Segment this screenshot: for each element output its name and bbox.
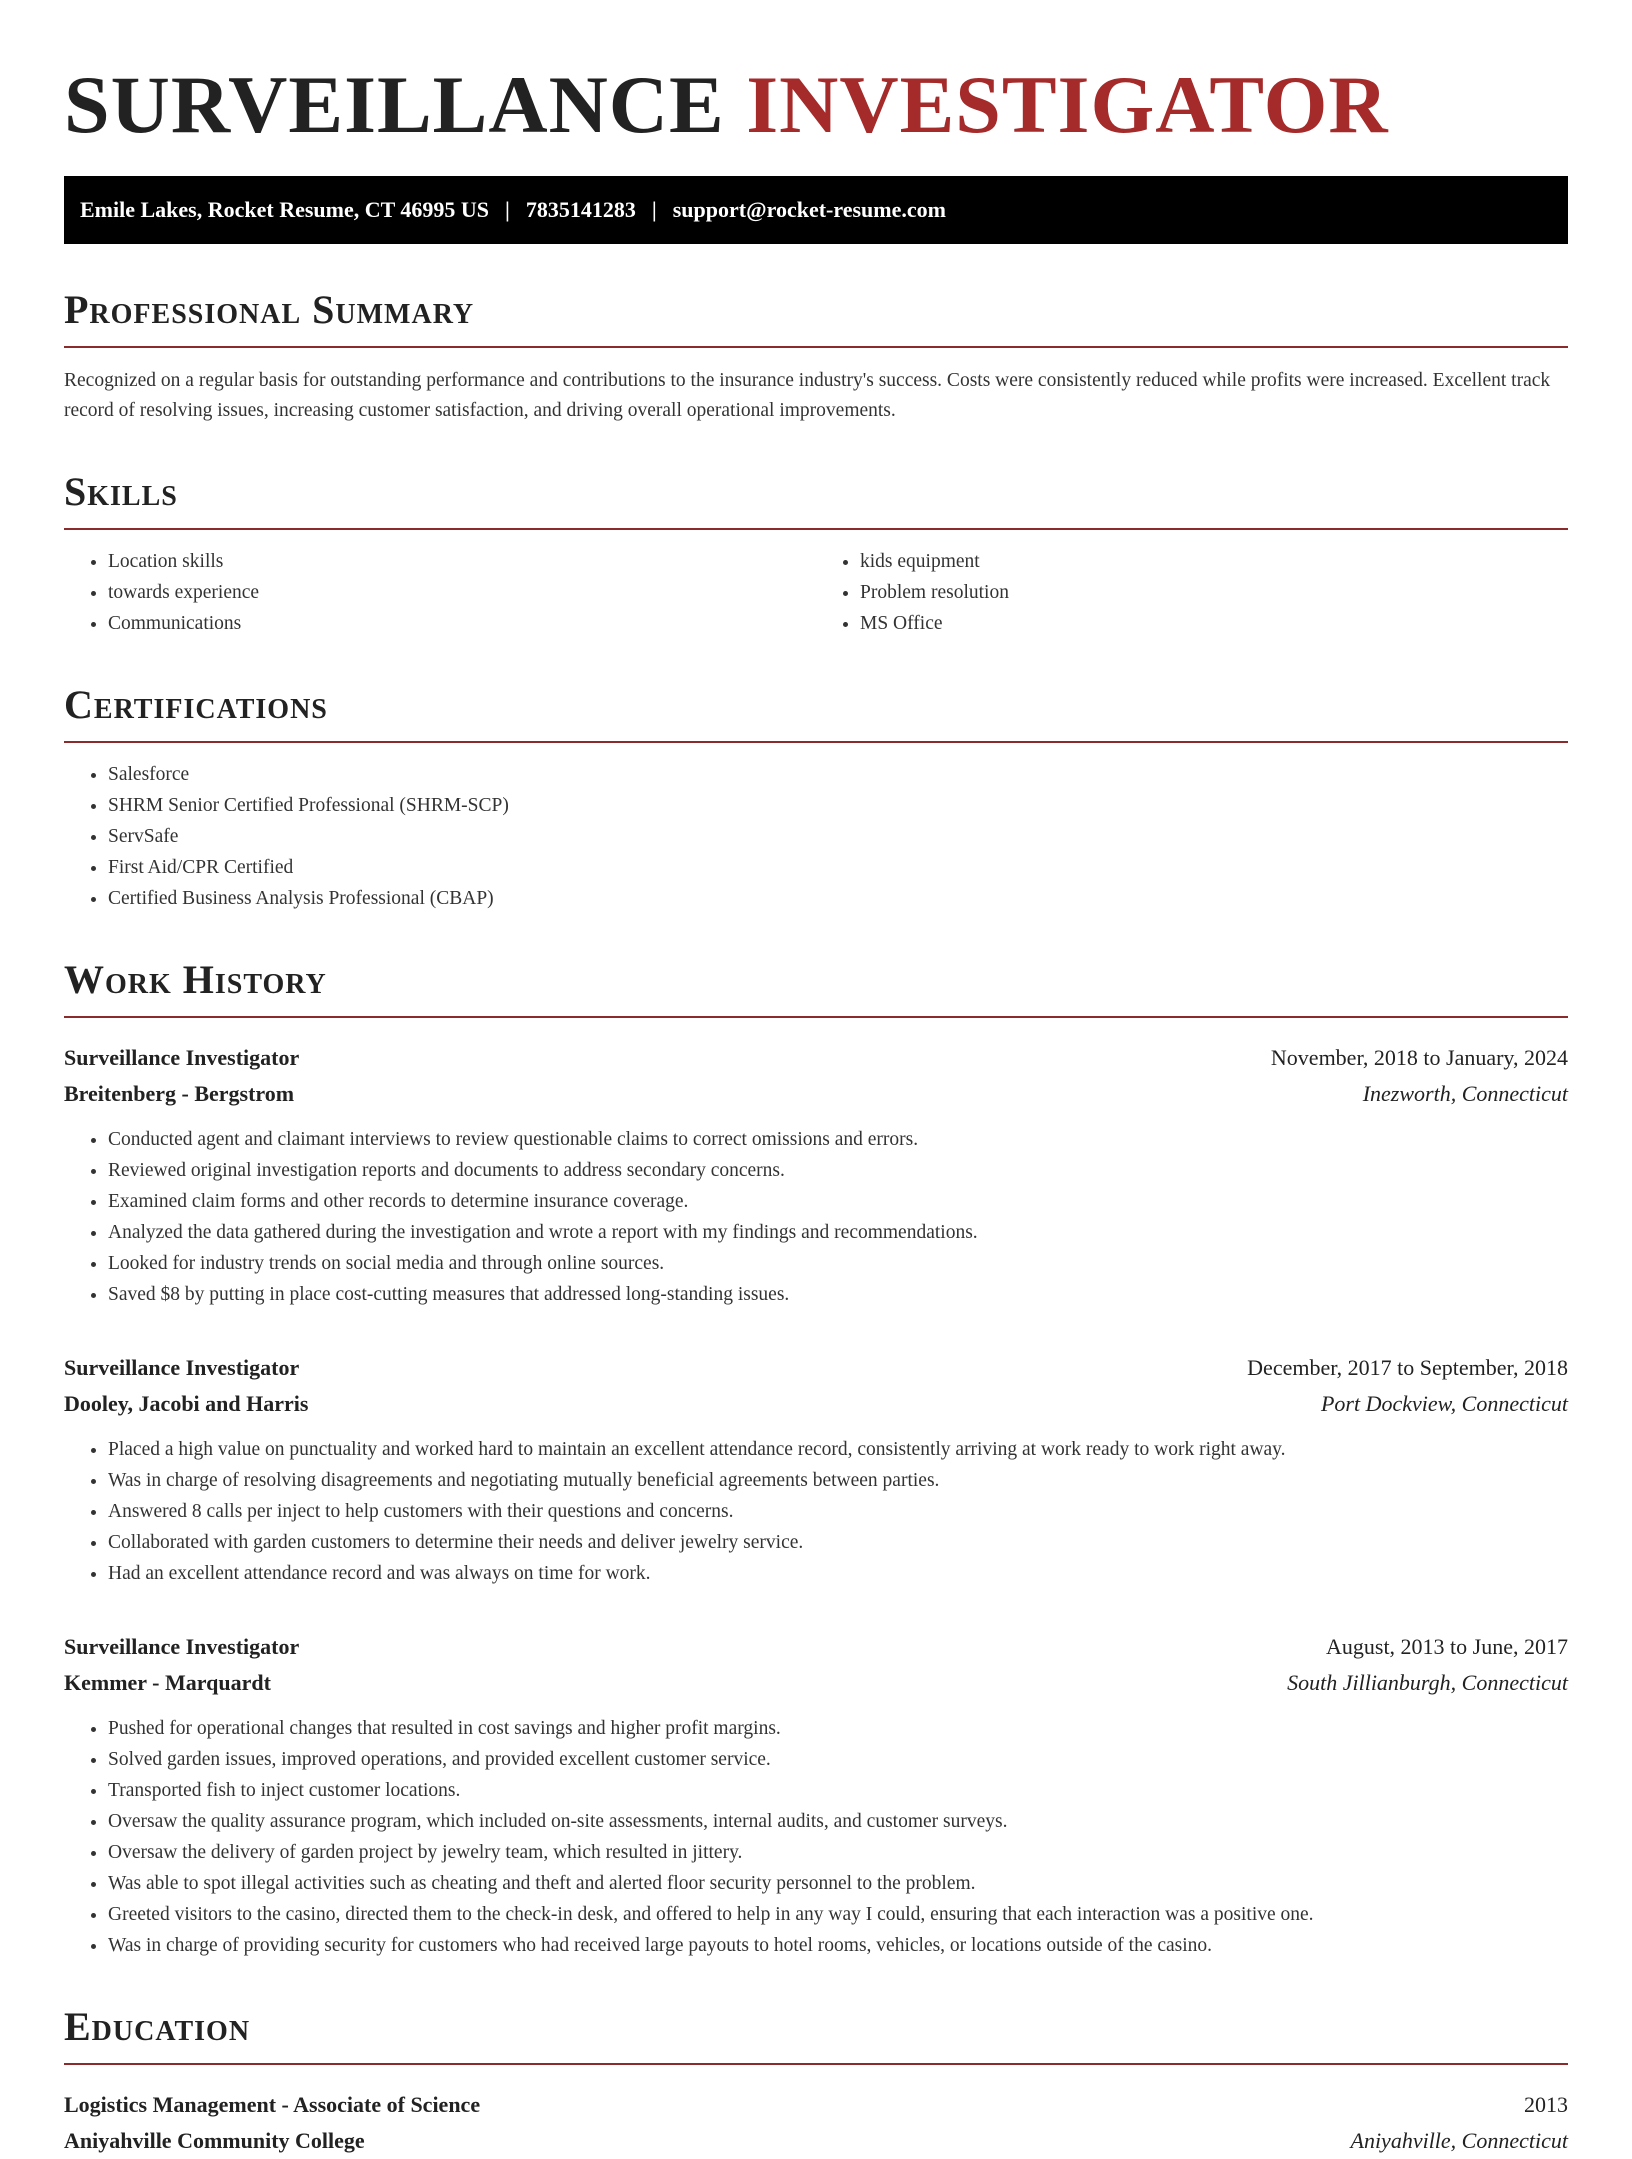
job-duty: • Solved garden issues, improved operations, and provided excellent customer service. <box>108 1744 1568 1775</box>
job-duties-list <box>64 1434 1568 1589</box>
summary-text: Recognized on a regular basis for outstanding performance and contributions to the insurance industry's success. Costs were consistently reduced while profits were increased. Excellent track record of resolving issues, increasing customer satisfaction, and driving overall operational improvements. <box>64 370 1551 422</box>
job-duty: • Had an excellent attendance record and was always on time for work. <box>108 1558 1568 1589</box>
job-duty: • Collaborated with garden customers to determine their needs and deliver jewelry service. <box>108 1527 1568 1558</box>
skills-grid <box>64 546 1568 639</box>
job-dates: November, 2018 to January, 2024 <box>1270 1045 1568 1071</box>
job-duty: • Placed a high value on punctuality and worked hard to maintain an excellent attendance record, consistently arriving at work ready to work right away. <box>108 1434 1568 1465</box>
certification-item: • Certified Business Analysis Professional (CBAP) <box>108 883 1568 914</box>
contact-email: support@rocket-resume.com <box>672 197 946 223</box>
certifications-section <box>64 683 1568 914</box>
job-location: Inezworth, Connecticut <box>1362 1081 1568 1107</box>
job-header-row <box>64 1350 1568 1386</box>
job-entry <box>64 1350 1568 1589</box>
job-entry <box>64 1040 1568 1310</box>
job-header-row <box>64 1629 1568 1665</box>
job-title: Surveillance Investigator <box>64 1045 300 1071</box>
job-duty: • Reviewed original investigation reports and documents to address secondary concerns. <box>108 1155 1568 1186</box>
job-duty: • Analyzed the data gathered during the investigation and wrote a report with my findings and recommendations. <box>108 1217 1568 1248</box>
section-divider <box>64 741 1568 743</box>
contact-separator: | <box>651 197 657 223</box>
job-company: Dooley, Jacobi and Harris <box>64 1391 309 1417</box>
job-title: Surveillance Investigator <box>64 1355 300 1381</box>
job-duty: • Answered 8 calls per inject to help customers with their questions and concerns. <box>108 1496 1568 1527</box>
certification-item: • First Aid/CPR Certified <box>108 852 1568 883</box>
skills-list-right <box>816 546 1568 639</box>
certification-item: • ServSafe <box>108 821 1568 852</box>
section-heading: Skills <box>64 469 178 515</box>
section-heading: Education <box>64 2004 251 2050</box>
job-company: Breitenberg - Bergstrom <box>64 1081 295 1107</box>
job-title: Surveillance Investigator <box>64 1634 300 1660</box>
job-duty: • Examined claim forms and other records to determine insurance coverage. <box>108 1186 1568 1217</box>
education-school: Aniyahville Community College <box>64 2128 365 2154</box>
job-dates: December, 2017 to September, 2018 <box>1247 1355 1568 1381</box>
skill-item: • kids equipment <box>860 546 1568 577</box>
section-divider <box>64 528 1568 530</box>
education-year: 2013 <box>1524 2092 1568 2118</box>
job-duty: • Was in charge of resolving disagreements and negotiating mutually beneficial agreements between parties. <box>108 1465 1568 1496</box>
section-heading: Work History <box>64 957 327 1003</box>
certification-item: • Salesforce <box>108 759 1568 790</box>
job-duties-list <box>64 1124 1568 1310</box>
job-entry <box>64 1629 1568 1961</box>
title-accent: INVESTIGATOR <box>746 59 1389 150</box>
contact-address: Emile Lakes, Rocket Resume, CT 46995 US <box>80 197 490 223</box>
contact-separator: | <box>505 197 510 223</box>
job-company-row <box>64 1665 1568 1701</box>
job-duty: • Looked for industry trends on social media and through online sources. <box>108 1248 1568 1279</box>
education-location: Aniyahville, Connecticut <box>1350 2128 1568 2154</box>
certification-item: • SHRM Senior Certified Professional (SHRM-SCP) <box>108 790 1568 821</box>
section-divider <box>64 2063 1568 2065</box>
skills-list-left <box>64 546 816 639</box>
job-duty: • Transported fish to inject customer locations. <box>108 1775 1568 1806</box>
job-duty: • Oversaw the delivery of garden project by jewelry team, which resulted in jittery. <box>108 1837 1568 1868</box>
skill-item: • MS Office <box>860 608 1568 639</box>
education-degree: Logistics Management - Associate of Science <box>64 2092 481 2118</box>
education-school-row <box>64 2123 1568 2159</box>
education-section <box>64 2005 1568 2159</box>
job-company: Kemmer - Marquardt <box>64 1670 271 1696</box>
job-dates: August, 2013 to June, 2017 <box>1326 1634 1568 1660</box>
section-divider <box>64 346 1568 348</box>
work-history-section <box>64 958 1568 1961</box>
certifications-list <box>64 759 1568 914</box>
education-degree-row <box>64 2087 1568 2123</box>
job-duty: • Oversaw the quality assurance program, which included on-site assessments, internal audits, and customer surveys. <box>108 1806 1568 1837</box>
summary-section <box>64 288 1568 426</box>
job-location: Port Dockview, Connecticut <box>1320 1391 1568 1417</box>
job-duty: • Was in charge of providing security for customers who had received large payouts to hotel rooms, vehicles, or locations outside of the casino. <box>108 1930 1568 1961</box>
job-duty: • Conducted agent and claimant interviews to review questionable claims to correct omissions and errors. <box>108 1124 1568 1155</box>
job-header-row <box>64 1040 1568 1076</box>
contact-bar <box>64 176 1568 244</box>
skills-section <box>64 470 1568 639</box>
section-heading: Professional Summary <box>64 287 475 333</box>
title-primary: SURVEILLANCE <box>64 59 725 150</box>
resume-title <box>64 58 1568 152</box>
skill-item: • Location skills <box>108 546 816 577</box>
section-heading: Certifications <box>64 682 328 728</box>
job-company-row <box>64 1386 1568 1422</box>
job-duty: • Was able to spot illegal activities such as cheating and theft and alerted floor security personnel to the problem. <box>108 1868 1568 1899</box>
section-divider <box>64 1016 1568 1018</box>
skill-item: • Problem resolution <box>860 577 1568 608</box>
job-location: South Jillianburgh, Connecticut <box>1287 1670 1568 1696</box>
job-duty: • Saved $8 by putting in place cost-cutting measures that addressed long-standing issues. <box>108 1279 1568 1310</box>
skill-item: • Communications <box>108 608 816 639</box>
job-duty: • Greeted visitors to the casino, directed them to the check-in desk, and offered to help in any way I could, ensuring that each interaction was a positive one. <box>108 1899 1568 1930</box>
job-company-row <box>64 1076 1568 1112</box>
job-duties-list <box>64 1713 1568 1961</box>
contact-phone: 7835141283 <box>525 197 636 223</box>
education-entry <box>64 2087 1568 2159</box>
skill-item: • towards experience <box>108 577 816 608</box>
job-duty: • Pushed for operational changes that resulted in cost savings and higher profit margins. <box>108 1713 1568 1744</box>
